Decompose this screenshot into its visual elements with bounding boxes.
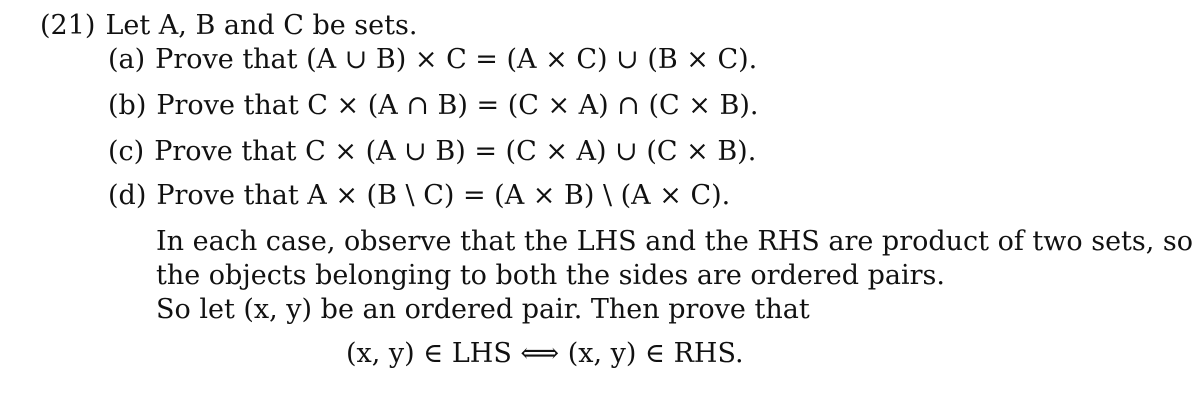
part-d-label: (d) [108, 180, 147, 211]
part-a-label: (a) [108, 44, 146, 75]
part-c-text: Prove that C × (A ∪ B) = (C × A) ∪ (C × B). [154, 136, 757, 167]
part-b-text: Prove that C × (A ∩ B) = (C × A) ∩ (C × B). [156, 90, 759, 121]
part-c [108, 138, 756, 165]
part-d-text: Prove that A × (B \ C) = (A × B) \ (A × C). [156, 180, 731, 211]
part-b [108, 92, 758, 119]
part-a [108, 46, 757, 73]
note-line-1: In each case, observe that the LHS and the RHS are product of two sets, so [156, 226, 1194, 257]
problem-number: (21) [40, 10, 96, 41]
part-a-text: Prove that (A ∪ B) × C = (A × C) ∪ (B × C). [155, 44, 758, 75]
part-c-label: (c) [108, 136, 145, 167]
conclusion-equivalence: (x, y) ∈ LHS ⟺ (x, y) ∈ RHS. [346, 338, 744, 369]
note-line-2: the objects belonging to both the sides are ordered pairs. [156, 260, 945, 291]
problem-statement: Let A, B and C be sets. [105, 10, 418, 41]
part-b-label: (b) [108, 90, 147, 121]
note-line-3: So let (x, y) be an ordered pair. Then prove that [156, 294, 810, 325]
problem-heading [40, 12, 417, 39]
part-d [108, 182, 730, 209]
